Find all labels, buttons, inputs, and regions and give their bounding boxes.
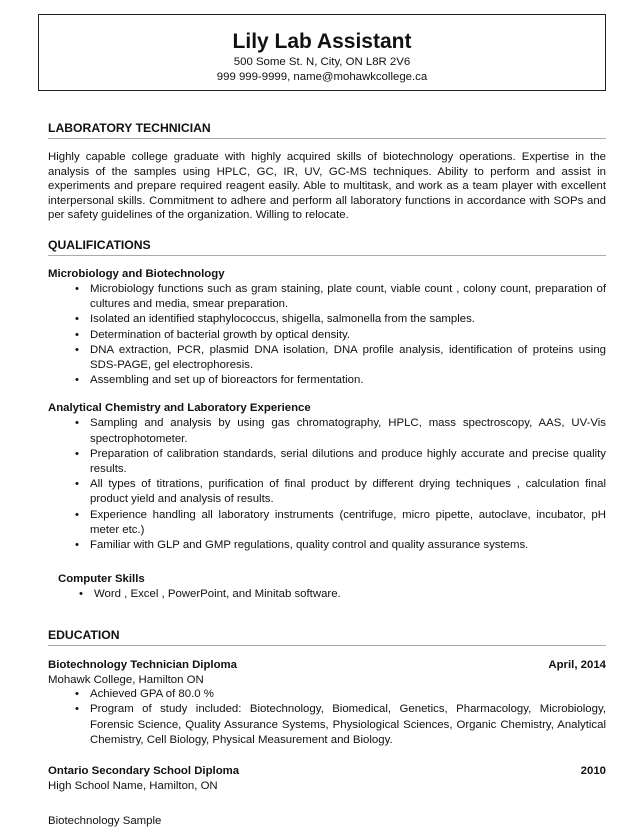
analytical-list: [48, 416, 606, 553]
list-item: • Sampling and analysis by using gas chromatography, HPLC, mass spectroscopy, AAS, UV-Vis spectrophotometer.: [90, 416, 606, 446]
school-name: High School Name, Hamilton, ON: [48, 779, 218, 792]
list-item: • Preparation of calibration standards, serial dilutions and produce highly accurate and precise quality results.: [90, 447, 606, 477]
list-item: • Word , Excel , PowerPoint, and Minitab software.: [94, 587, 606, 602]
education-entry-header: [48, 658, 606, 673]
list-item: • Assembling and set up of bioreactors for fermentation.: [90, 373, 606, 388]
list-item: • Program of study included: Biotechnology, Biomedical, Genetics, Pharmacology, Microbiology, Forensic Science, Quality Assurance Systems, Physiological Sciences, Organic Chemistry, Analytical Chemistry, Cell Biology, Physical Measurement and Biology.: [90, 702, 606, 748]
group-heading-analytical: Analytical Chemistry and Laboratory Experience: [48, 402, 311, 415]
objective-section: [48, 120, 606, 223]
degree-title: Biotechnology Technician Diploma: [48, 659, 238, 671]
list-item: • DNA extraction, PCR, plasmid DNA isolation, DNA profile analysis, identification of proteins using SDS-PAGE, gel electrophoresis.: [90, 343, 606, 373]
education-title: EDUCATION: [48, 627, 606, 646]
objective-text: Highly capable college graduate with highly acquired skills of biotechnology operations. Expertise in the analysis of the samples using HPLC, GC, IR, UV, GC-MS techniques. Ability to perform and assist in experiments and prepare required reagent easily. Able to multitask, and work as a team player with excellent interpersonal skills. Commitment to adhere and perform all laboratory functions in accordance with SOPs and per safety guidelines of the organization. Willing to relocate.: [48, 151, 606, 222]
computer-list: [48, 587, 606, 602]
list-item: • Microbiology functions such as gram staining, plate count, viable count , colony count, preparation of cultures and media, smear preparation.: [90, 282, 606, 312]
address: 500 Some St. N, City, ON L8R 2V6: [233, 56, 411, 68]
degree-date: 2010: [580, 765, 606, 777]
list-item: • Familiar with GLP and GMP regulations, quality control and quality assurance systems.: [90, 538, 606, 553]
school-name: Mohawk College, Hamilton ON: [48, 673, 204, 686]
list-item: • Determination of bacterial growth by optical density.: [90, 328, 606, 343]
resume-header: [38, 14, 606, 91]
list-item: • Isolated an identified staphylococcus, shigella, salmonella from the samples.: [90, 312, 606, 327]
list-item: • Achieved GPA of 80.0 %: [90, 687, 606, 702]
candidate-name: Lily Lab Assistant: [232, 30, 412, 53]
education-section: [48, 627, 606, 793]
objective-title: LABORATORY TECHNICIAN: [48, 120, 606, 139]
group-heading-computer: Computer Skills: [58, 573, 145, 586]
microbiology-list: [48, 282, 606, 388]
footer-caption: Biotechnology Sample: [48, 815, 162, 827]
degree-title: Ontario Secondary School Diploma: [48, 765, 240, 777]
group-heading-microbiology: Microbiology and Biotechnology: [48, 268, 225, 280]
education-entry-header: [48, 764, 606, 779]
qualifications-section: [48, 237, 606, 602]
list-item: • Experience handling all laboratory instruments (centrifuge, micro pipette, autoclave, incubator, pH meter etc.): [90, 508, 606, 538]
phone-email: 999 999-9999, name@mohawkcollege.ca: [216, 71, 428, 83]
education-list: [48, 687, 606, 748]
qualifications-title: QUALIFICATIONS: [48, 237, 606, 256]
list-item: • All types of titrations, purification of final product by different drying techniques , calculation final product yield and analysis of results.: [90, 477, 606, 507]
degree-date: April, 2014: [548, 659, 606, 671]
